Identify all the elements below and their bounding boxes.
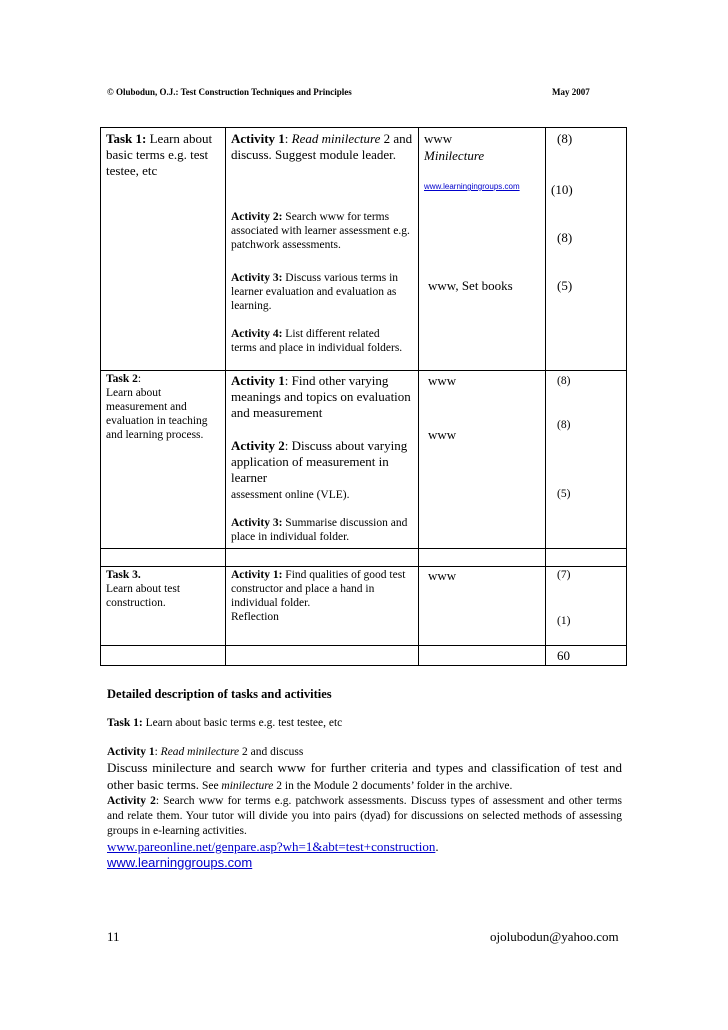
task-3-activity-1: Activity 1: Find qualities of good test constructor and place a hand in individual folder. Reflection: [231, 569, 406, 623]
header-title: © Olubodun, O.J.: Test Construction Techniques and Principles: [107, 87, 352, 97]
activity-2-description: Activity 2: Search www for terms e.g. patchwork assessments. Discuss types of assessment and other terms and relate them. Your tutor will divide you into pairs (dyad) for discussions on selected methods of assessing groups in e-learning activities.: [107, 795, 622, 837]
task-2-resource-2: www: [428, 427, 457, 442]
description-heading: Detailed description of tasks and activities: [107, 687, 332, 701]
marks-2a: (8): [557, 375, 571, 387]
resource-minilecture: Minilecture: [424, 148, 485, 163]
header-date: May 2007: [552, 87, 590, 97]
learninggroups-link[interactable]: www.learninggroups.com: [107, 855, 253, 870]
task-2-activity-2: Activity 2: Discuss about varying application of measurement in learner assessment online (VLE).: [231, 438, 408, 501]
resource-www: www: [424, 131, 453, 146]
page-number: 11: [107, 929, 120, 944]
task-3-resource: www: [428, 568, 457, 583]
marks-3b: (1): [557, 615, 571, 627]
marks-1d: (5): [557, 278, 573, 293]
detailed-description: [107, 686, 622, 871]
marks-2b: (8): [557, 419, 571, 431]
activity-1-description: Discuss minilecture and search www for further criteria and types and classification of test and other basic terms. See minilecture 2 in the Module 2 documents’ folder in the archive.: [107, 760, 622, 792]
task-2-activity-3: Activity 3: Summarise discussion and place in individual folder.: [231, 517, 408, 543]
task-2-resource-1: www: [428, 373, 457, 388]
marks-1a: (8): [557, 131, 573, 146]
task-1-label: Task 1:: [106, 131, 147, 146]
marks-3a: (7): [557, 569, 571, 581]
activity-1-label: Activity 1: [231, 131, 285, 146]
task-1-text: Learn about basic terms e.g. test testee, etc: [106, 131, 213, 178]
task-2-cell: Task 2: Learn about measurement and evaluation in teaching and learning process.: [106, 373, 208, 441]
activity-1-cell: Activity 1: Read minilecture 2 and discuss. Suggest module leader.: [231, 131, 413, 162]
marks-2c: (5): [557, 488, 571, 500]
activity-1-heading: Activity 1: Read minilecture 2 and discuss: [107, 746, 304, 758]
activity-3-cell: Activity 3: Discuss various terms in learner evaluation and evaluation as learning.: [231, 272, 399, 312]
marks-1b: (10): [551, 182, 573, 197]
task-1-description: Task 1: Learn about basic terms e.g. test testee, etc: [107, 717, 343, 729]
activity-4-cell: Activity 4: List different related terms and place in individual folders.: [231, 328, 403, 354]
task-1-cell: [106, 131, 222, 179]
resource-link-learningingroups[interactable]: www.learningingroups.com: [424, 182, 520, 191]
task-2-activity-1: Activity 1: Find other varying meanings and topics on evaluation and measurement: [231, 373, 411, 420]
links-line: www.pareonline.net/genpare.asp?wh=1&abt=test+construction.: [107, 839, 439, 854]
footer-email: ojolubodun@yahoo.com: [490, 929, 619, 944]
task-3-cell: Task 3. Learn about test construction.: [106, 569, 181, 609]
activity-2-cell: Activity 2: Search www for terms associated with learner assessment e.g. patchwork assessments.: [231, 211, 410, 251]
resource-books: www, Set books: [428, 278, 513, 293]
marks-total: 60: [557, 648, 570, 663]
marks-1c: (8): [557, 230, 573, 245]
pareonline-link[interactable]: www.pareonline.net/genpare.asp?wh=1&abt=test+construction: [107, 839, 436, 854]
